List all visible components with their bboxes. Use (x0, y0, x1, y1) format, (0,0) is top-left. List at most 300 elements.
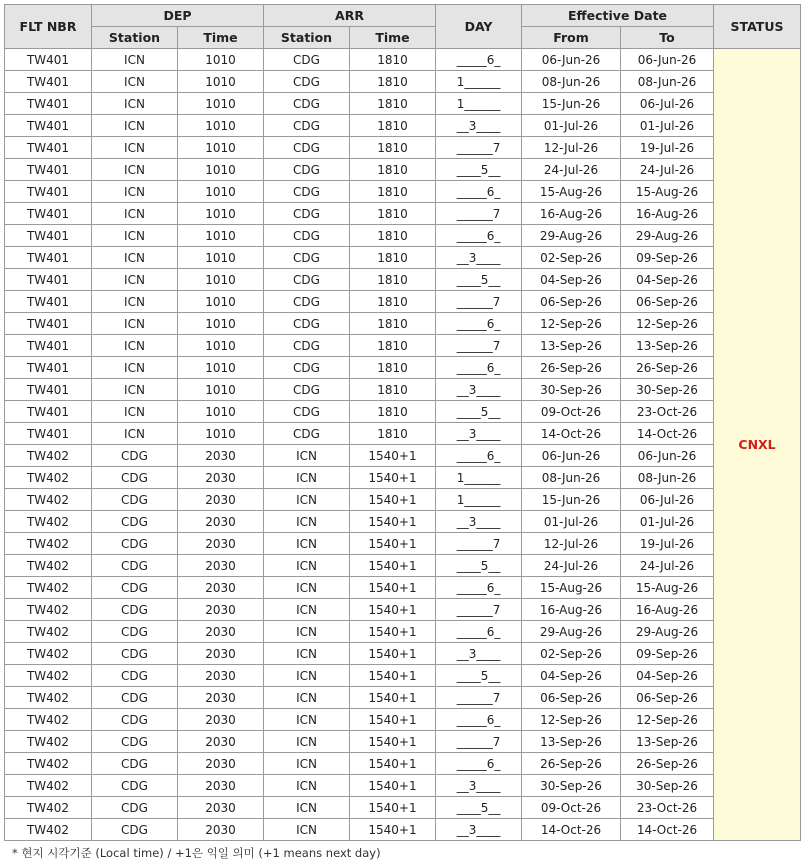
arr-station-cell: CDG (264, 225, 350, 247)
from-date-cell: 29-Aug-26 (522, 621, 621, 643)
flt-nbr-cell: TW401 (5, 401, 92, 423)
arr-station-cell: ICN (264, 555, 350, 577)
day-cell: _____6_ (436, 49, 522, 71)
arr-station-cell: CDG (264, 269, 350, 291)
from-date-cell: 15-Jun-26 (522, 93, 621, 115)
dep-station-cell: ICN (92, 379, 178, 401)
dep-station-cell: CDG (92, 621, 178, 643)
header-dep: DEP (92, 5, 264, 27)
to-date-cell: 30-Sep-26 (621, 379, 714, 401)
arr-station-cell: ICN (264, 599, 350, 621)
header-dep-time: Time (178, 27, 264, 49)
table-row (5, 401, 801, 423)
day-cell: 1______ (436, 489, 522, 511)
arr-station-cell: CDG (264, 379, 350, 401)
from-date-cell: 14-Oct-26 (522, 819, 621, 841)
dep-time-cell: 2030 (178, 533, 264, 555)
dep-station-cell: ICN (92, 291, 178, 313)
dep-station-cell: CDG (92, 731, 178, 753)
arr-station-cell: ICN (264, 731, 350, 753)
header-arr: ARR (264, 5, 436, 27)
day-cell: __3____ (436, 819, 522, 841)
dep-station-cell: CDG (92, 819, 178, 841)
table-row (5, 49, 801, 71)
table-row (5, 379, 801, 401)
dep-station-cell: ICN (92, 423, 178, 445)
flt-nbr-cell: TW402 (5, 467, 92, 489)
from-date-cell: 12-Sep-26 (522, 313, 621, 335)
from-date-cell: 04-Sep-26 (522, 269, 621, 291)
to-date-cell: 29-Aug-26 (621, 621, 714, 643)
day-cell: 1______ (436, 71, 522, 93)
table-row (5, 291, 801, 313)
to-date-cell: 23-Oct-26 (621, 401, 714, 423)
arr-time-cell: 1540+1 (350, 467, 436, 489)
arr-station-cell: CDG (264, 137, 350, 159)
arr-time-cell: 1540+1 (350, 489, 436, 511)
to-date-cell: 26-Sep-26 (621, 753, 714, 775)
schedule-table (4, 4, 801, 841)
dep-station-cell: ICN (92, 401, 178, 423)
flt-nbr-cell: TW402 (5, 709, 92, 731)
arr-time-cell: 1810 (350, 313, 436, 335)
table-row (5, 753, 801, 775)
table-row (5, 247, 801, 269)
to-date-cell: 13-Sep-26 (621, 335, 714, 357)
flt-nbr-cell: TW402 (5, 819, 92, 841)
table-row (5, 445, 801, 467)
dep-time-cell: 2030 (178, 687, 264, 709)
flt-nbr-cell: TW401 (5, 379, 92, 401)
flt-nbr-cell: TW402 (5, 445, 92, 467)
day-cell: _____6_ (436, 225, 522, 247)
arr-station-cell: ICN (264, 511, 350, 533)
arr-time-cell: 1540+1 (350, 731, 436, 753)
arr-time-cell: 1540+1 (350, 709, 436, 731)
from-date-cell: 12-Jul-26 (522, 533, 621, 555)
dep-station-cell: CDG (92, 687, 178, 709)
dep-time-cell: 2030 (178, 467, 264, 489)
dep-time-cell: 1010 (178, 291, 264, 313)
arr-time-cell: 1540+1 (350, 533, 436, 555)
flt-nbr-cell: TW402 (5, 731, 92, 753)
to-date-cell: 24-Jul-26 (621, 159, 714, 181)
arr-station-cell: ICN (264, 621, 350, 643)
arr-station-cell: CDG (264, 181, 350, 203)
arr-time-cell: 1540+1 (350, 599, 436, 621)
arr-station-cell: CDG (264, 357, 350, 379)
to-date-cell: 08-Jun-26 (621, 467, 714, 489)
dep-station-cell: CDG (92, 467, 178, 489)
day-cell: _____6_ (436, 709, 522, 731)
header-from: From (522, 27, 621, 49)
arr-time-cell: 1810 (350, 203, 436, 225)
table-row (5, 665, 801, 687)
flt-nbr-cell: TW401 (5, 357, 92, 379)
day-cell: __3____ (436, 379, 522, 401)
flt-nbr-cell: TW401 (5, 159, 92, 181)
dep-station-cell: CDG (92, 555, 178, 577)
dep-time-cell: 2030 (178, 555, 264, 577)
dep-station-cell: ICN (92, 93, 178, 115)
arr-time-cell: 1810 (350, 49, 436, 71)
to-date-cell: 01-Jul-26 (621, 115, 714, 137)
to-date-cell: 06-Sep-26 (621, 687, 714, 709)
flt-nbr-cell: TW402 (5, 643, 92, 665)
to-date-cell: 16-Aug-26 (621, 599, 714, 621)
arr-time-cell: 1810 (350, 269, 436, 291)
flt-nbr-cell: TW402 (5, 665, 92, 687)
dep-time-cell: 1010 (178, 401, 264, 423)
to-date-cell: 06-Jun-26 (621, 445, 714, 467)
arr-time-cell: 1810 (350, 225, 436, 247)
to-date-cell: 06-Jul-26 (621, 489, 714, 511)
arr-time-cell: 1810 (350, 247, 436, 269)
dep-station-cell: ICN (92, 49, 178, 71)
flt-nbr-cell: TW401 (5, 269, 92, 291)
day-cell: _____6_ (436, 577, 522, 599)
header-arr-time: Time (350, 27, 436, 49)
day-cell: ____5__ (436, 269, 522, 291)
flt-nbr-cell: TW401 (5, 313, 92, 335)
day-cell: ______7 (436, 335, 522, 357)
dep-time-cell: 1010 (178, 181, 264, 203)
flt-nbr-cell: TW401 (5, 71, 92, 93)
from-date-cell: 15-Jun-26 (522, 489, 621, 511)
from-date-cell: 06-Sep-26 (522, 291, 621, 313)
dep-time-cell: 1010 (178, 71, 264, 93)
arr-station-cell: CDG (264, 335, 350, 357)
dep-time-cell: 2030 (178, 621, 264, 643)
arr-time-cell: 1540+1 (350, 643, 436, 665)
dep-station-cell: ICN (92, 137, 178, 159)
dep-station-cell: ICN (92, 225, 178, 247)
day-cell: ____5__ (436, 401, 522, 423)
day-cell: ____5__ (436, 555, 522, 577)
flt-nbr-cell: TW401 (5, 423, 92, 445)
day-cell: ______7 (436, 687, 522, 709)
dep-station-cell: CDG (92, 577, 178, 599)
header-to: To (621, 27, 714, 49)
day-cell: 1______ (436, 467, 522, 489)
to-date-cell: 09-Sep-26 (621, 643, 714, 665)
flt-nbr-cell: TW402 (5, 511, 92, 533)
from-date-cell: 30-Sep-26 (522, 379, 621, 401)
to-date-cell: 01-Jul-26 (621, 511, 714, 533)
flt-nbr-cell: TW401 (5, 49, 92, 71)
table-row (5, 203, 801, 225)
table-row (5, 423, 801, 445)
to-date-cell: 23-Oct-26 (621, 797, 714, 819)
from-date-cell: 08-Jun-26 (522, 71, 621, 93)
arr-time-cell: 1540+1 (350, 687, 436, 709)
dep-time-cell: 1010 (178, 247, 264, 269)
dep-station-cell: ICN (92, 247, 178, 269)
dep-station-cell: CDG (92, 533, 178, 555)
header-dep-station: Station (92, 27, 178, 49)
table-row (5, 357, 801, 379)
from-date-cell: 13-Sep-26 (522, 335, 621, 357)
dep-station-cell: CDG (92, 665, 178, 687)
arr-station-cell: CDG (264, 247, 350, 269)
from-date-cell: 06-Jun-26 (522, 49, 621, 71)
dep-time-cell: 1010 (178, 357, 264, 379)
arr-station-cell: CDG (264, 49, 350, 71)
to-date-cell: 04-Sep-26 (621, 665, 714, 687)
flt-nbr-cell: TW402 (5, 753, 92, 775)
footnote: * 현지 시각기준 (Local time) / +1은 익일 의미 (+1 means next day) (12, 846, 381, 860)
flt-nbr-cell: TW402 (5, 599, 92, 621)
flt-nbr-cell: TW402 (5, 621, 92, 643)
to-date-cell: 15-Aug-26 (621, 181, 714, 203)
to-date-cell: 12-Sep-26 (621, 313, 714, 335)
from-date-cell: 16-Aug-26 (522, 599, 621, 621)
dep-time-cell: 1010 (178, 269, 264, 291)
table-row (5, 731, 801, 753)
arr-station-cell: ICN (264, 665, 350, 687)
arr-time-cell: 1540+1 (350, 555, 436, 577)
from-date-cell: 26-Sep-26 (522, 753, 621, 775)
arr-station-cell: CDG (264, 291, 350, 313)
from-date-cell: 24-Jul-26 (522, 159, 621, 181)
arr-station-cell: ICN (264, 489, 350, 511)
from-date-cell: 13-Sep-26 (522, 731, 621, 753)
dep-time-cell: 2030 (178, 753, 264, 775)
to-date-cell: 08-Jun-26 (621, 71, 714, 93)
to-date-cell: 15-Aug-26 (621, 577, 714, 599)
dep-time-cell: 1010 (178, 313, 264, 335)
dep-time-cell: 1010 (178, 115, 264, 137)
arr-time-cell: 1810 (350, 71, 436, 93)
day-cell: ____5__ (436, 159, 522, 181)
table-row (5, 489, 801, 511)
dep-time-cell: 1010 (178, 379, 264, 401)
table-row (5, 511, 801, 533)
from-date-cell: 06-Jun-26 (522, 445, 621, 467)
day-cell: ______7 (436, 731, 522, 753)
dep-station-cell: ICN (92, 181, 178, 203)
to-date-cell: 04-Sep-26 (621, 269, 714, 291)
table-row (5, 687, 801, 709)
arr-time-cell: 1810 (350, 335, 436, 357)
from-date-cell: 09-Oct-26 (522, 797, 621, 819)
flt-nbr-cell: TW401 (5, 247, 92, 269)
from-date-cell: 15-Aug-26 (522, 577, 621, 599)
table-row (5, 71, 801, 93)
dep-station-cell: CDG (92, 797, 178, 819)
flt-nbr-cell: TW401 (5, 181, 92, 203)
table-row (5, 643, 801, 665)
table-row (5, 93, 801, 115)
table-row (5, 797, 801, 819)
table-row (5, 313, 801, 335)
day-cell: ______7 (436, 137, 522, 159)
dep-time-cell: 2030 (178, 445, 264, 467)
from-date-cell: 14-Oct-26 (522, 423, 621, 445)
arr-time-cell: 1810 (350, 181, 436, 203)
dep-time-cell: 1010 (178, 93, 264, 115)
dep-station-cell: ICN (92, 115, 178, 137)
dep-station-cell: CDG (92, 599, 178, 621)
table-row (5, 709, 801, 731)
arr-station-cell: ICN (264, 445, 350, 467)
flt-nbr-cell: TW402 (5, 687, 92, 709)
table-row (5, 467, 801, 489)
table-row (5, 533, 801, 555)
day-cell: ______7 (436, 203, 522, 225)
arr-time-cell: 1810 (350, 159, 436, 181)
dep-time-cell: 2030 (178, 511, 264, 533)
arr-station-cell: ICN (264, 687, 350, 709)
arr-station-cell: CDG (264, 93, 350, 115)
arr-station-cell: ICN (264, 819, 350, 841)
flt-nbr-cell: TW402 (5, 797, 92, 819)
day-cell: _____6_ (436, 621, 522, 643)
table-row (5, 137, 801, 159)
to-date-cell: 06-Jun-26 (621, 49, 714, 71)
header-day: DAY (436, 5, 522, 49)
day-cell: ______7 (436, 533, 522, 555)
from-date-cell: 15-Aug-26 (522, 181, 621, 203)
arr-station-cell: CDG (264, 401, 350, 423)
table-row (5, 819, 801, 841)
day-cell: ______7 (436, 291, 522, 313)
dep-station-cell: CDG (92, 643, 178, 665)
flt-nbr-cell: TW402 (5, 577, 92, 599)
header-status: STATUS (714, 5, 801, 49)
arr-station-cell: ICN (264, 533, 350, 555)
from-date-cell: 01-Jul-26 (522, 115, 621, 137)
dep-station-cell: CDG (92, 753, 178, 775)
dep-time-cell: 2030 (178, 731, 264, 753)
arr-station-cell: CDG (264, 313, 350, 335)
arr-time-cell: 1540+1 (350, 665, 436, 687)
to-date-cell: 12-Sep-26 (621, 709, 714, 731)
to-date-cell: 06-Jul-26 (621, 93, 714, 115)
day-cell: __3____ (436, 511, 522, 533)
day-cell: _____6_ (436, 357, 522, 379)
schedule-body (5, 49, 801, 841)
arr-station-cell: ICN (264, 797, 350, 819)
table-row (5, 159, 801, 181)
to-date-cell: 06-Sep-26 (621, 291, 714, 313)
arr-time-cell: 1540+1 (350, 797, 436, 819)
dep-time-cell: 2030 (178, 489, 264, 511)
day-cell: __3____ (436, 115, 522, 137)
arr-station-cell: ICN (264, 775, 350, 797)
to-date-cell: 19-Jul-26 (621, 137, 714, 159)
arr-station-cell: CDG (264, 203, 350, 225)
to-date-cell: 26-Sep-26 (621, 357, 714, 379)
flt-nbr-cell: TW401 (5, 225, 92, 247)
from-date-cell: 04-Sep-26 (522, 665, 621, 687)
header-effective-date: Effective Date (522, 5, 714, 27)
to-date-cell: 30-Sep-26 (621, 775, 714, 797)
to-date-cell: 24-Jul-26 (621, 555, 714, 577)
arr-time-cell: 1540+1 (350, 621, 436, 643)
from-date-cell: 12-Sep-26 (522, 709, 621, 731)
flt-nbr-cell: TW401 (5, 137, 92, 159)
dep-station-cell: ICN (92, 357, 178, 379)
to-date-cell: 29-Aug-26 (621, 225, 714, 247)
arr-time-cell: 1810 (350, 423, 436, 445)
from-date-cell: 02-Sep-26 (522, 247, 621, 269)
dep-station-cell: CDG (92, 775, 178, 797)
arr-time-cell: 1540+1 (350, 753, 436, 775)
from-date-cell: 08-Jun-26 (522, 467, 621, 489)
arr-station-cell: ICN (264, 753, 350, 775)
table-row (5, 621, 801, 643)
arr-station-cell: CDG (264, 423, 350, 445)
from-date-cell: 30-Sep-26 (522, 775, 621, 797)
day-cell: __3____ (436, 423, 522, 445)
dep-time-cell: 1010 (178, 49, 264, 71)
arr-time-cell: 1810 (350, 357, 436, 379)
arr-time-cell: 1810 (350, 137, 436, 159)
dep-time-cell: 2030 (178, 665, 264, 687)
dep-time-cell: 2030 (178, 797, 264, 819)
table-row (5, 115, 801, 137)
to-date-cell: 13-Sep-26 (621, 731, 714, 753)
day-cell: _____6_ (436, 181, 522, 203)
table-row (5, 775, 801, 797)
flt-nbr-cell: TW401 (5, 203, 92, 225)
day-cell: __3____ (436, 775, 522, 797)
table-row (5, 599, 801, 621)
flt-nbr-cell: TW402 (5, 489, 92, 511)
dep-station-cell: ICN (92, 313, 178, 335)
from-date-cell: 16-Aug-26 (522, 203, 621, 225)
table-row (5, 335, 801, 357)
arr-station-cell: CDG (264, 115, 350, 137)
table-row (5, 577, 801, 599)
day-cell: 1______ (436, 93, 522, 115)
table-row (5, 225, 801, 247)
dep-time-cell: 1010 (178, 159, 264, 181)
arr-station-cell: ICN (264, 577, 350, 599)
day-cell: __3____ (436, 643, 522, 665)
day-cell: ____5__ (436, 797, 522, 819)
dep-station-cell: ICN (92, 71, 178, 93)
arr-time-cell: 1810 (350, 401, 436, 423)
dep-time-cell: 1010 (178, 137, 264, 159)
dep-time-cell: 2030 (178, 577, 264, 599)
arr-station-cell: CDG (264, 71, 350, 93)
dep-time-cell: 2030 (178, 643, 264, 665)
status-badge: CNXL (714, 49, 801, 841)
dep-time-cell: 1010 (178, 423, 264, 445)
from-date-cell: 01-Jul-26 (522, 511, 621, 533)
arr-station-cell: ICN (264, 709, 350, 731)
from-date-cell: 24-Jul-26 (522, 555, 621, 577)
arr-time-cell: 1810 (350, 115, 436, 137)
dep-station-cell: ICN (92, 159, 178, 181)
arr-station-cell: ICN (264, 467, 350, 489)
dep-time-cell: 1010 (178, 225, 264, 247)
flt-nbr-cell: TW402 (5, 555, 92, 577)
dep-time-cell: 2030 (178, 819, 264, 841)
to-date-cell: 16-Aug-26 (621, 203, 714, 225)
dep-time-cell: 1010 (178, 335, 264, 357)
flt-nbr-cell: TW401 (5, 335, 92, 357)
day-cell: _____6_ (436, 445, 522, 467)
from-date-cell: 02-Sep-26 (522, 643, 621, 665)
day-cell: ____5__ (436, 665, 522, 687)
arr-time-cell: 1540+1 (350, 511, 436, 533)
dep-time-cell: 2030 (178, 599, 264, 621)
dep-time-cell: 1010 (178, 203, 264, 225)
to-date-cell: 14-Oct-26 (621, 819, 714, 841)
